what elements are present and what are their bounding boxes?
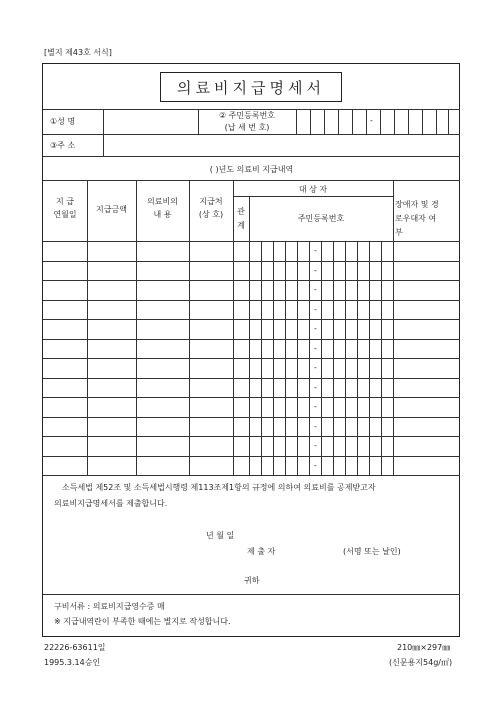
year-details-heading: ( )년도 의료비 지급내역 (209, 165, 294, 174)
table-row[interactable] (43, 261, 460, 281)
rrn-label: ② 주민등록번호 (218, 111, 276, 120)
submitter-field[interactable] (290, 543, 340, 557)
rrn-dash: - (314, 305, 317, 314)
form-number-label: [별지 제43호 서식] (44, 48, 112, 57)
address-field[interactable] (104, 135, 459, 155)
rrn-dash: - (314, 383, 317, 392)
col-amount: 지급금액 (96, 205, 127, 214)
col-relation-sub: 계 (237, 221, 245, 230)
col-content-sub: 내 용 (153, 210, 172, 219)
rrn-dash: - (314, 285, 317, 294)
divider (43, 594, 460, 595)
col-content: 의료비의 (147, 197, 178, 206)
divider (43, 475, 460, 476)
rrn-dash: - (370, 116, 373, 125)
address-label: ③주 소 (50, 141, 76, 150)
table-row[interactable] (43, 280, 460, 300)
table-row[interactable] (43, 436, 460, 456)
col-relation: 관 (237, 207, 245, 216)
rrn-dash: - (314, 461, 317, 470)
table-row[interactable] (43, 300, 460, 320)
rrn-dash: - (314, 246, 317, 255)
col-payee: 지급처 (199, 197, 223, 206)
table-row[interactable] (43, 417, 460, 437)
col-disabled-2: 로우대자 여 (395, 214, 437, 223)
form-title: 의료비지급명세서 (160, 72, 342, 102)
col-target-rrn: 주민등록번호 (297, 214, 345, 223)
table-row[interactable] (43, 339, 460, 359)
col-disabled-3: 부 (395, 228, 403, 237)
declaration-text: 소득세법 제52조 및 소득세법시행령 제113조제1항의 규정에 의하여 의료비를 공제받고자 (62, 483, 376, 492)
table-row[interactable] (43, 378, 460, 398)
submitter-label: 제 출 자 (247, 547, 276, 556)
rrn-dash: - (314, 422, 317, 431)
col-disabled: 장애자 및 경 (395, 200, 439, 209)
table-row[interactable] (43, 319, 460, 339)
table-row[interactable] (43, 241, 460, 261)
rrn-dash: - (314, 344, 317, 353)
shortage-note: ※ 지급내역란이 부족한 때에는 별지로 작성합니다. (54, 617, 231, 626)
rrn-dash: - (314, 363, 317, 372)
table-row[interactable] (43, 456, 460, 476)
date-line: 년 월 일 (206, 531, 235, 540)
col-payee-sub: (상 호) (198, 210, 224, 219)
divider (43, 156, 460, 157)
divider (43, 180, 460, 181)
paper-spec: (신문용지54g/㎡) (389, 658, 453, 667)
tax-number-label: (납 세 번 호) (224, 123, 270, 132)
approval-date: 1995.3.14승인 (44, 658, 101, 667)
col-target: 대 상 자 (298, 185, 328, 194)
addressee: 귀하 (244, 576, 260, 585)
declaration-text-2: 의료비지급명세서를 제출합니다. (54, 499, 168, 508)
form-code: 22226-63611일 (44, 643, 106, 652)
rrn-dash: - (314, 324, 317, 333)
rrn-dash: - (314, 441, 317, 450)
paper-size: 210㎜×297㎜ (397, 643, 451, 652)
attachment-note: 구비서류 : 의료비지급영수증 매 (54, 602, 165, 611)
rrn-field[interactable] (297, 110, 459, 133)
name-field[interactable] (104, 110, 197, 133)
table-row[interactable] (43, 358, 460, 378)
col-pay-date-sub: 연월일 (53, 210, 77, 219)
divider (233, 196, 393, 197)
table-row[interactable] (43, 397, 460, 417)
sign-note: (서명 또는 날인) (343, 547, 401, 556)
rrn-dash: - (314, 266, 317, 275)
col-pay-date: 지 급 (56, 197, 74, 206)
rrn-dash: - (314, 402, 317, 411)
name-label: ①성 명 (50, 117, 76, 126)
